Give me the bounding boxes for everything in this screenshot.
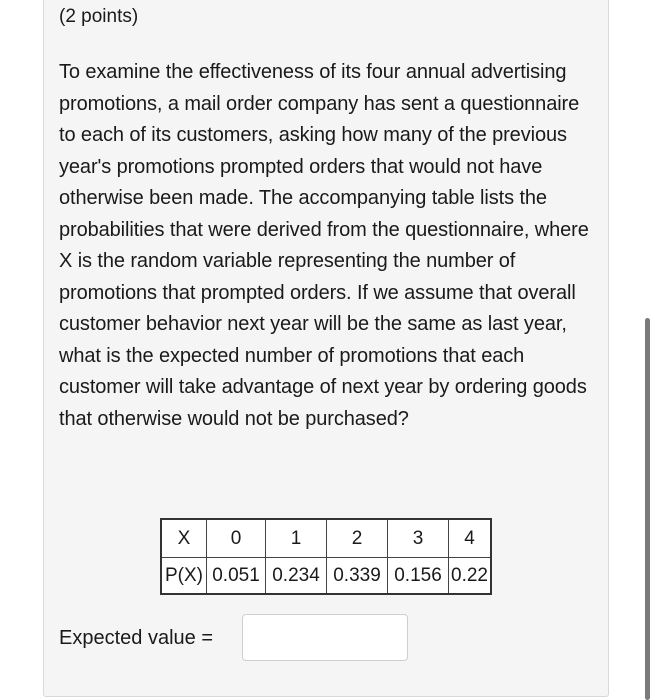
table-cell-x: 2 [327, 519, 388, 558]
probability-table [160, 518, 492, 595]
table-row-x [161, 519, 491, 558]
scrollbar[interactable] [645, 318, 650, 700]
table-cell-px: 0.234 [266, 558, 327, 595]
table-cell-x: 3 [388, 519, 449, 558]
table-header-px: P(X) [161, 558, 207, 595]
table-header-x: X [161, 519, 207, 558]
table-row-px [161, 558, 491, 595]
expected-value-label: Expected value = [59, 627, 213, 649]
table-cell-px: 0.339 [327, 558, 388, 595]
table-cell-px: 0.156 [388, 558, 449, 595]
table-cell-px: 0.051 [207, 558, 266, 595]
table-cell-x: 1 [266, 519, 327, 558]
table-cell-x: 0 [207, 519, 266, 558]
table-cell-px: 0.22 [449, 558, 492, 595]
points-label: (2 points) [59, 6, 139, 27]
expected-value-input[interactable] [242, 614, 408, 661]
question-text: To examine the effectiveness of its four annual advertising promotions, a mail order company has sent a questionnaire to each of its customers, asking how many of the previous year's promotions prompted orders that would not have otherwise been made. The accompanying table lists the probabilities that were derived from the questionnaire, where X is the random variable representing the number of promotions that prompted orders. If we assume that overall customer behavior next year will be the same as last year, what is the expected number of promotions that each customer will take advantage of next year by ordering goods that otherwise would not be purchased? [59, 61, 589, 430]
question-text-block [59, 57, 594, 435]
table-cell-x: 4 [449, 519, 492, 558]
